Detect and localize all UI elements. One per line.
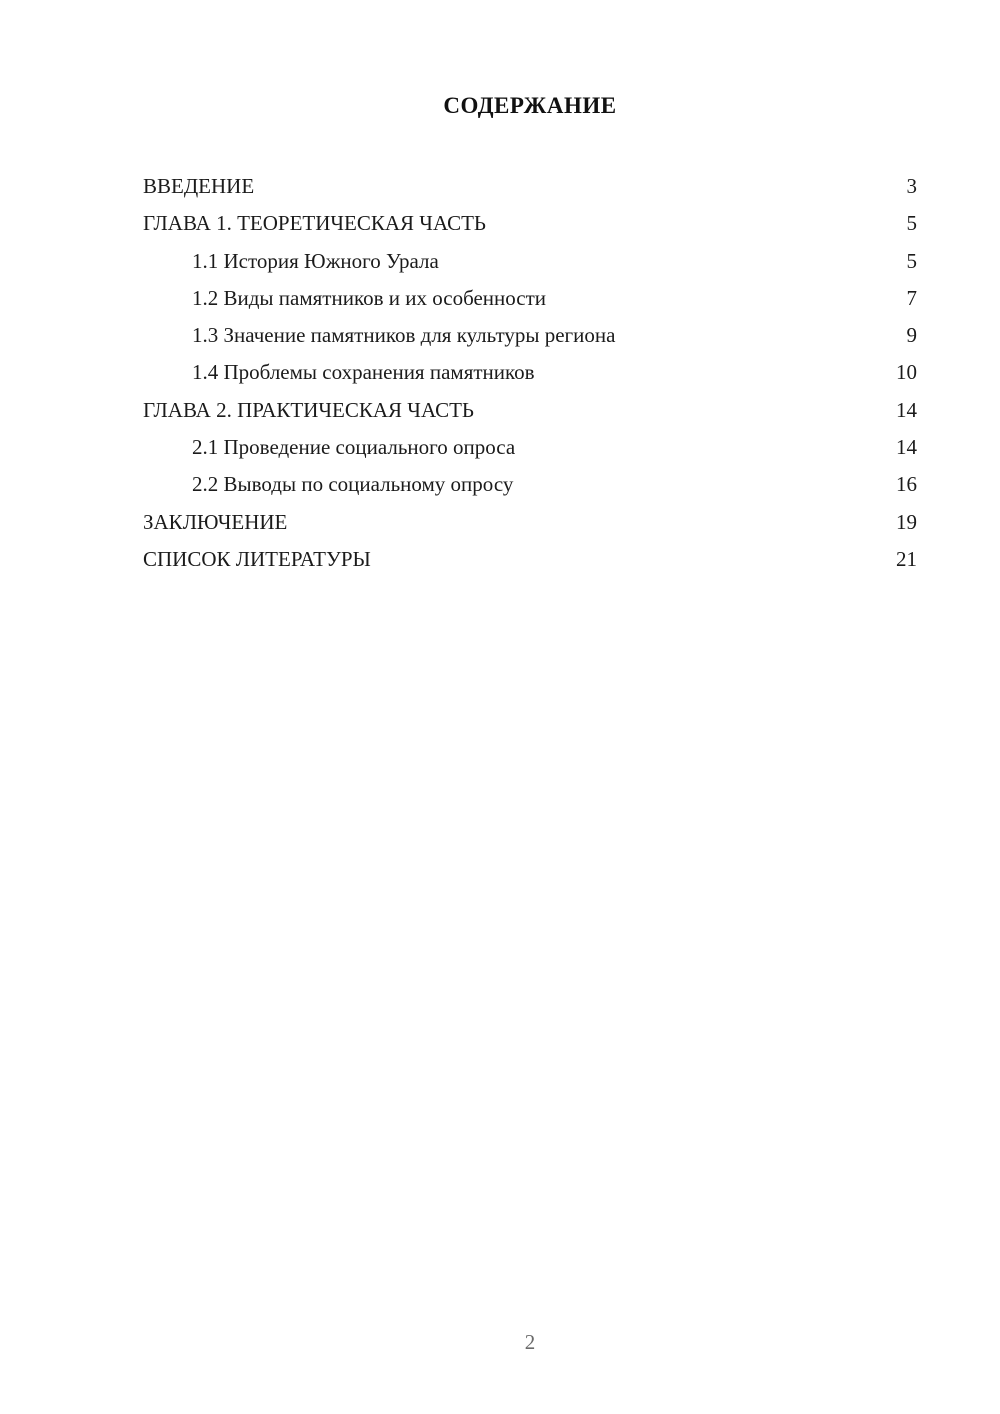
toc-entry bbox=[143, 205, 917, 242]
toc-entry bbox=[143, 392, 917, 429]
toc-entry-label: ЗАКЛЮЧЕНИЕ bbox=[143, 509, 288, 534]
toc-entry-page: 7 bbox=[906, 285, 917, 310]
toc-entry-label: СПИСОК ЛИТЕРАТУРЫ bbox=[143, 546, 371, 571]
toc-entry bbox=[143, 541, 917, 578]
toc-entry-page: 9 bbox=[906, 323, 917, 348]
toc-entry bbox=[143, 429, 917, 466]
toc-entry bbox=[143, 317, 917, 354]
toc-entry bbox=[143, 504, 917, 541]
footer-page-number: 2 bbox=[524, 1330, 536, 1354]
toc-entry bbox=[143, 168, 917, 205]
toc-entry bbox=[143, 243, 917, 280]
toc-entry-page: 5 bbox=[906, 211, 917, 236]
toc-entry-page: 19 bbox=[896, 509, 917, 534]
toc-entry bbox=[143, 354, 917, 391]
toc-entry-page: 21 bbox=[896, 546, 917, 571]
toc-entry-label: ВВЕДЕНИЕ bbox=[143, 174, 255, 198]
toc-entry-page: 5 bbox=[906, 248, 917, 273]
toc-entry-label: 1.4 Проблемы сохранения памятников bbox=[192, 360, 535, 385]
toc-entry-page: 16 bbox=[896, 472, 917, 497]
toc-entry-page: 3 bbox=[906, 174, 917, 198]
toc-entry-label: 2.1 Проведение социального опроса bbox=[192, 435, 516, 460]
toc-entry-page: 10 bbox=[896, 360, 917, 385]
toc-entry-label: 2.2 Выводы по социальному опросу bbox=[192, 472, 514, 497]
toc-entry-page: 14 bbox=[896, 397, 917, 422]
toc-entry-label: 1.1 История Южного Урала bbox=[192, 248, 439, 273]
toc-entry-label: ГЛАВА 1. ТЕОРЕТИЧЕСКАЯ ЧАСТЬ bbox=[143, 211, 486, 236]
toc-entry bbox=[143, 466, 917, 503]
page-title: СОДЕРЖАНИЕ bbox=[443, 93, 617, 118]
toc-entry-label: 1.3 Значение памятников для культуры региона bbox=[192, 323, 616, 348]
toc-entry-page: 14 bbox=[896, 435, 917, 460]
toc-entry-label: ГЛАВА 2. ПРАКТИЧЕСКАЯ ЧАСТЬ bbox=[143, 397, 474, 422]
toc-entry-label: 1.2 Виды памятников и их особенности bbox=[192, 285, 547, 310]
toc-entry bbox=[143, 280, 917, 317]
toc-list bbox=[143, 168, 917, 578]
